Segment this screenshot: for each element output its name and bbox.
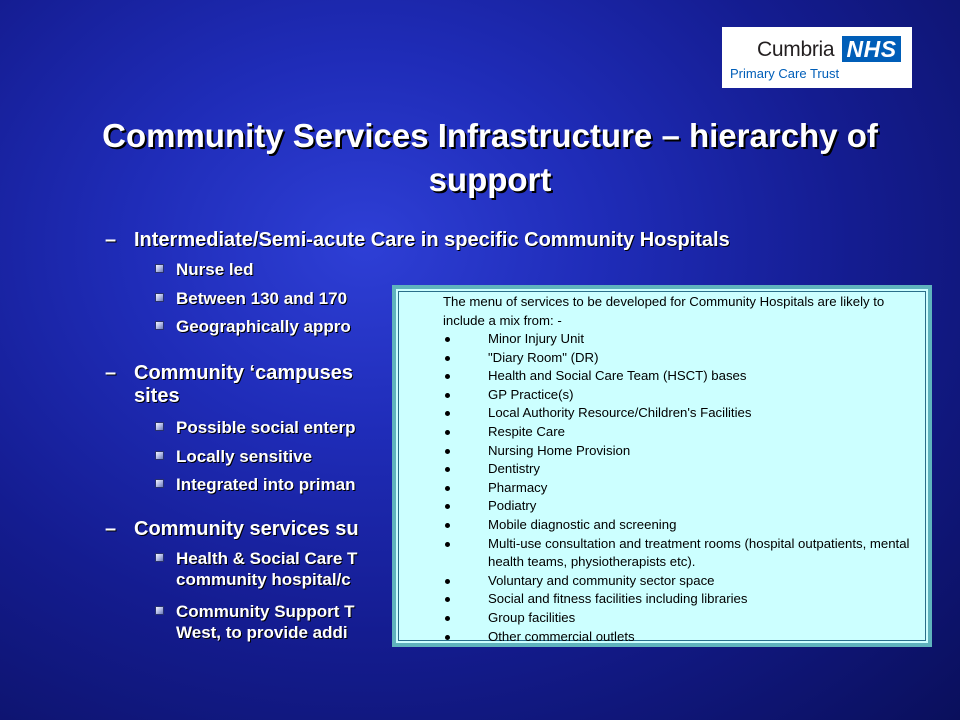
service-item-text: GP Practice(s): [488, 386, 574, 402]
section-heading-line1: Community ‘campuses: [134, 362, 353, 384]
bullet-dot-icon: [445, 411, 450, 416]
bullet-text: Nurse led: [176, 260, 254, 279]
bullet-text: Possible social enterp: [176, 418, 356, 437]
bullet-text: Locally sensitive: [176, 447, 313, 466]
service-item: [396, 609, 926, 628]
square-bullet-icon: [155, 422, 164, 431]
service-item: [396, 516, 926, 535]
bullet-dot-icon: [445, 356, 450, 361]
section-heading-text: Intermediate/Semi-acute Care in specific Community Hospitals: [134, 229, 730, 251]
services-list: [396, 330, 926, 646]
bullet-text-line2: community hospital/c: [176, 570, 351, 589]
bullet-item: [155, 259, 875, 280]
service-item-text: Group facilities: [488, 609, 576, 625]
bullet-dot-icon: [445, 374, 450, 379]
bullet-dot-icon: [445, 542, 450, 547]
square-bullet-icon: [155, 606, 164, 615]
service-item-text: Multi-use consultation and treatment rooms (hospital outpatients, mental health teams, physiotherapists etc).: [488, 535, 910, 570]
bullet-dot-icon: [445, 579, 450, 584]
service-item: [396, 442, 926, 461]
bullet-dot-icon: [445, 523, 450, 528]
dash-marker: –: [105, 362, 117, 384]
bullet-dot-icon: [445, 449, 450, 454]
service-item-text: Podiatry: [488, 498, 537, 514]
service-item-text: Health and Social Care Team (HSCT) bases: [488, 368, 747, 384]
services-menu-box: [392, 285, 932, 647]
dash-marker: –: [105, 229, 117, 251]
service-item: [396, 479, 926, 498]
square-bullet-icon: [155, 321, 164, 330]
slide-title: Community Services Infrastructure – hierarchy of support: [102, 117, 878, 198]
service-item: [396, 330, 926, 349]
service-item-text: Minor Injury Unit: [488, 331, 585, 346]
cumbria-nhs-logo: [722, 27, 912, 88]
service-item: [396, 349, 926, 368]
bullet-dot-icon: [445, 635, 450, 640]
service-item-text: Nursing Home Provision: [488, 442, 631, 458]
square-bullet-icon: [155, 553, 164, 562]
service-item: [396, 386, 926, 405]
bullet-dot-icon: [445, 337, 450, 342]
section-heading-text: Community services su: [134, 518, 359, 540]
service-item-text: Local Authority Resource/Children's Facilities: [488, 405, 752, 421]
service-item: [396, 535, 926, 572]
service-item: [396, 460, 926, 479]
service-item-text: Pharmacy: [488, 479, 548, 495]
bullet-dot-icon: [445, 616, 450, 621]
nhs-badge: NHS: [842, 36, 901, 62]
square-bullet-icon: [155, 451, 164, 460]
service-item-text: Dentistry: [488, 461, 541, 477]
service-item-text: "Diary Room" (DR): [488, 349, 599, 365]
square-bullet-icon: [155, 264, 164, 273]
service-item-text: Voluntary and community sector space: [488, 572, 715, 588]
bullet-dot-icon: [445, 393, 450, 398]
bullet-dot-icon: [445, 486, 450, 491]
bullet-dot-icon: [445, 504, 450, 509]
dash-marker: –: [105, 518, 117, 540]
service-item-text: Other commercial outlets: [488, 628, 635, 644]
service-item: [396, 367, 926, 386]
square-bullet-icon: [155, 479, 164, 488]
bullet-text-line1: Community Support T: [176, 602, 355, 621]
bullet-text: Between 130 and 170: [176, 289, 348, 308]
square-bullet-icon: [155, 293, 164, 302]
service-item: [396, 497, 926, 516]
service-item: [396, 404, 926, 423]
bullet-dot-icon: [445, 467, 450, 472]
service-item-text: Respite Care: [488, 423, 565, 439]
bullet-dot-icon: [445, 597, 450, 602]
bullet-text: Geographically appro: [176, 317, 351, 336]
section-heading-line2: sites: [134, 385, 180, 407]
service-item: [396, 572, 926, 591]
service-item-text: Social and fitness facilities including libraries: [488, 591, 748, 607]
service-item-text: Mobile diagnostic and screening: [488, 516, 677, 532]
bullet-text-line2: West, to provide addi: [176, 623, 348, 642]
service-item: [396, 590, 926, 609]
bullet-text-line1: Health & Social Care T: [176, 549, 358, 568]
bullet-dot-icon: [445, 430, 450, 435]
services-menu-intro: The menu of services to be developed for Community Hospitals are likely to include a mix from: -: [443, 294, 885, 328]
service-item: [396, 423, 926, 442]
service-item: [396, 628, 926, 647]
section-heading-intermediate-care: [105, 229, 885, 252]
bullet-text: Integrated into priman: [176, 475, 356, 494]
logo-subtitle: Primary Care Trust: [730, 66, 840, 81]
logo-name: Cumbria: [757, 38, 835, 61]
